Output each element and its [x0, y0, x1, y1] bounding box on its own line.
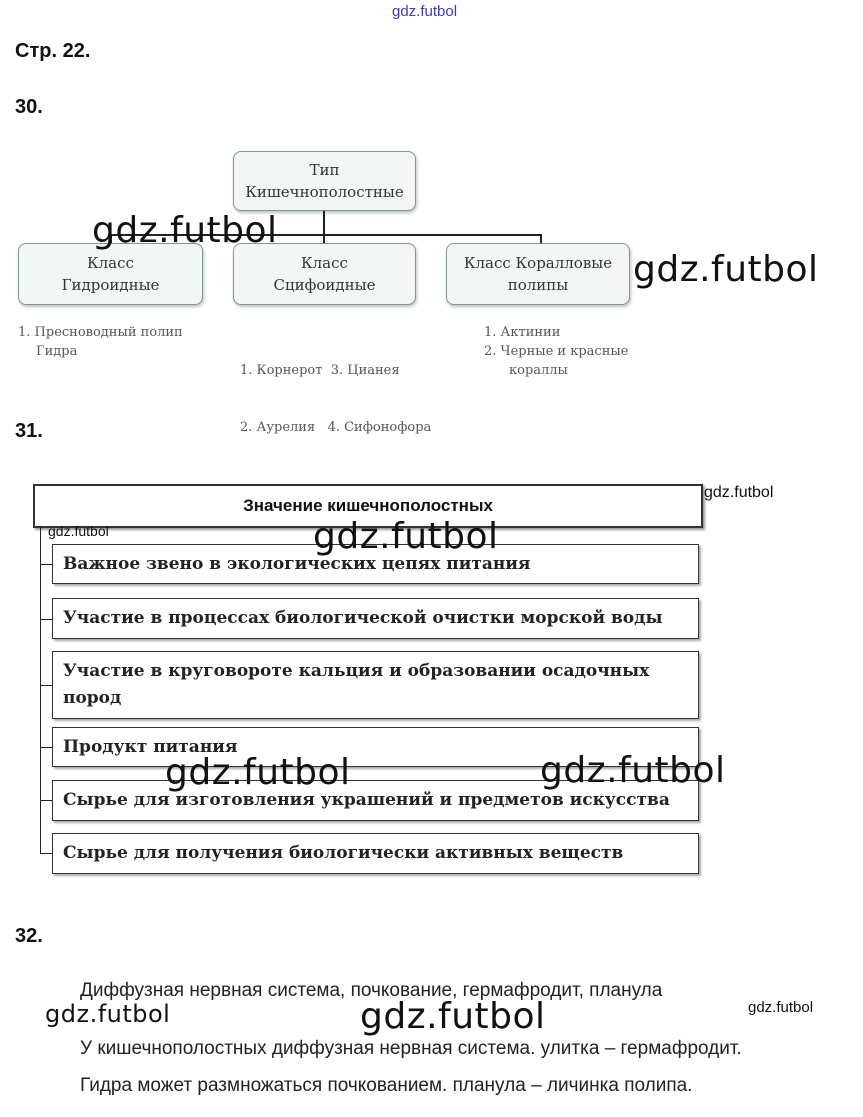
scheme-row: Сырье для получения биологически активных веществ — [52, 833, 699, 874]
list3-item: кораллы — [509, 363, 568, 378]
q31-number: 31. — [15, 420, 43, 442]
watermark: gdz.futbol — [48, 523, 109, 539]
watermark: gdz.futbol — [92, 210, 278, 251]
list-coral — [484, 323, 628, 380]
q30-number: 30. — [15, 96, 43, 118]
scheme-row: Важное звено в экологических цепях питания — [52, 544, 699, 584]
class1-line1: Класс — [87, 254, 134, 272]
scheme-row: Участие в процессах биологической очистки морской воды — [52, 598, 699, 639]
class3-line1: Класс Коралловые — [463, 254, 613, 272]
list1-item: 1. Пресноводный полип — [18, 325, 183, 340]
watermark: gdz.futbol — [45, 1000, 171, 1028]
scheme-row: Сырье для изготовления украшений и предметов искусства — [52, 780, 699, 821]
class-scyphoid-box — [233, 243, 416, 305]
connector-3 — [540, 234, 542, 243]
scheme-title: Значение кишечнополостных — [33, 484, 703, 528]
q32-line1: Диффузная нервная система, почкование, гермафродит, планула — [80, 980, 663, 1001]
class3-line2: полипы — [507, 276, 569, 294]
scheme-tick — [40, 619, 52, 620]
list2-item: 1. Корнерот 3. Цианея — [240, 363, 400, 378]
class-hydroid-box — [18, 243, 203, 305]
watermark: gdz.futbol — [165, 752, 351, 793]
watermark: gdz.futbol — [704, 484, 774, 501]
watermark: gdz.futbol — [748, 999, 814, 1016]
q32-number: 32. — [15, 925, 43, 947]
scheme-row: Участие в круговороте кальция и образовании осадочных пород — [52, 651, 699, 719]
class2-line2: Сцифоидные — [273, 276, 376, 294]
scheme-tick — [40, 747, 52, 748]
page-header: Стр. 22. — [15, 40, 91, 62]
class-coral-box — [446, 243, 630, 305]
list3-item: 1. Актинии — [484, 325, 561, 340]
q32-line3: Гидра может размножаться почкованием. планула – личинка полипа. — [80, 1075, 693, 1096]
list-scyphoid — [240, 323, 431, 475]
scheme-tick — [40, 853, 52, 854]
class2-line1: Класс — [301, 254, 348, 272]
root-line1: Тип — [309, 161, 340, 179]
list3-item: 2. Черные и красные — [484, 344, 629, 359]
q32-line2: У кишечнополостных диффузная нервная система. улитка – гермафродит. — [80, 1038, 742, 1059]
watermark: gdz.futbol — [633, 249, 819, 290]
root-box — [233, 151, 416, 211]
list-hydroid — [18, 323, 183, 361]
watermark: gdz.futbol — [360, 996, 546, 1037]
root-line2: Кишечнополостные — [245, 183, 404, 201]
connector-2 — [323, 234, 325, 243]
watermark: gdz.futbol — [540, 750, 726, 791]
scheme-row: Продукт питания — [52, 727, 699, 767]
scheme-spine — [40, 526, 41, 853]
watermark-top: gdz.futbol — [392, 3, 458, 20]
class1-line2: Гидроидные — [61, 276, 160, 294]
scheme-tick — [40, 800, 52, 801]
scheme-tick — [40, 685, 52, 686]
connector-vertical — [323, 210, 325, 235]
scheme-tick — [40, 564, 52, 565]
list2-item: 2. Аурелия 4. Сифонофора — [240, 420, 432, 435]
list1-item: Гидра — [36, 344, 78, 359]
watermark: gdz.futbol — [313, 516, 499, 557]
